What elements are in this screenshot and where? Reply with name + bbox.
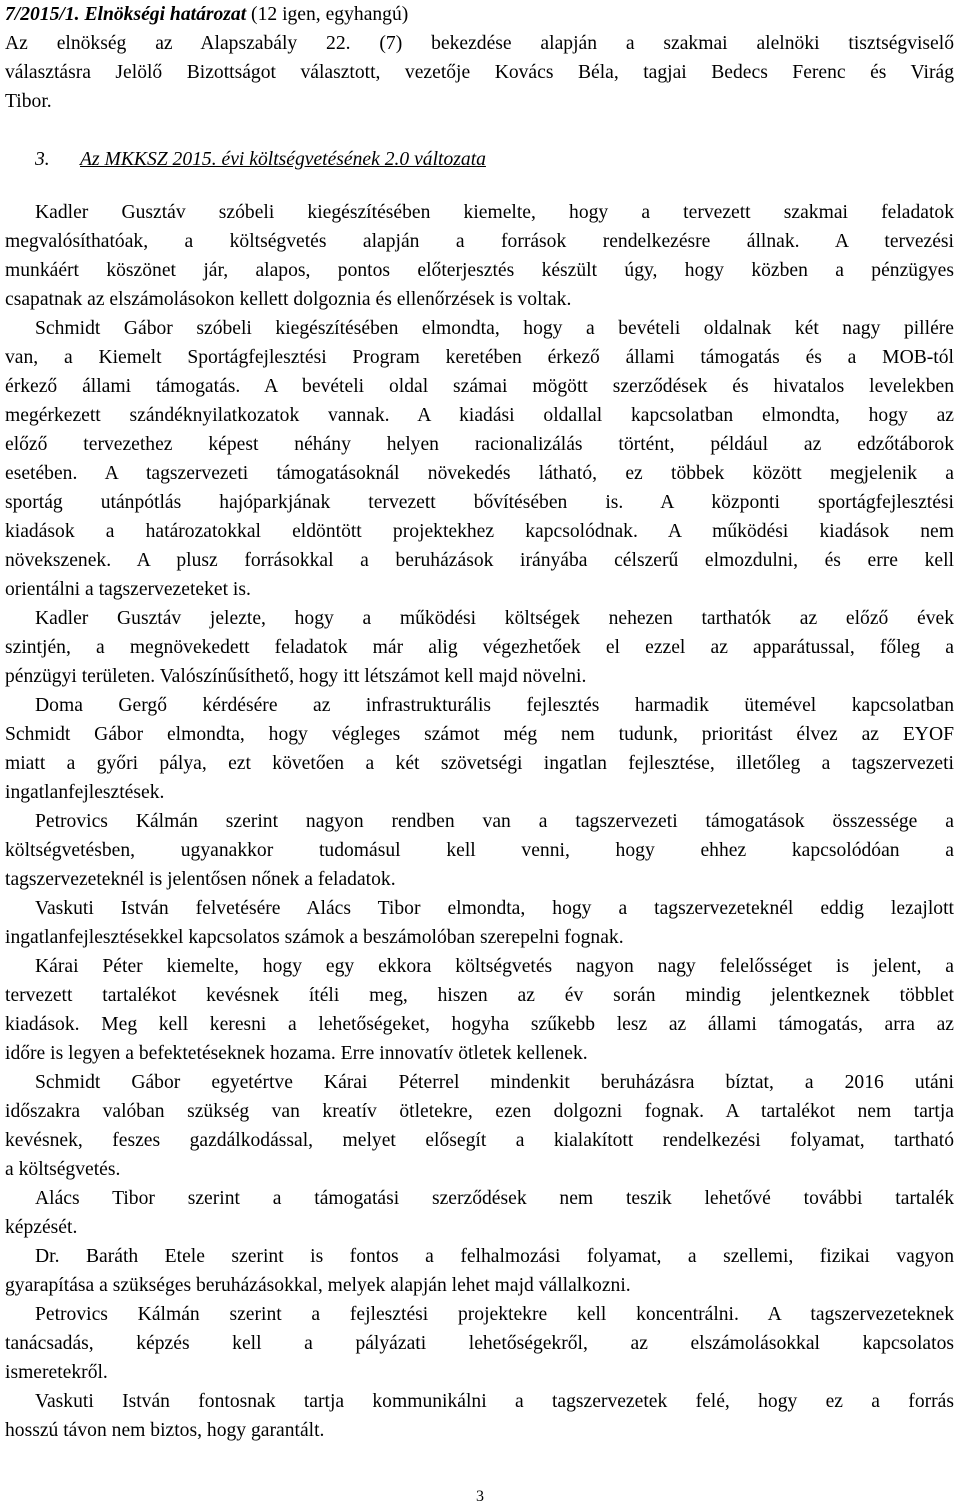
body-line: Petrovics Kálmán szerint a fejlesztési projektekre kell koncentrálni. A tagszervezeteknek <box>35 1304 954 1325</box>
body-line: Petrovics Kálmán szerint nagyon rendben van a tagszervezeti támogatások összessége a <box>35 811 954 832</box>
body-line: időszakra valóban szükség van kreatív ötletekre, ezen dolgozni fognak. A tartalékot nem tartja <box>5 1101 954 1122</box>
body-line: megvalósíthatóak, a költségvetés alapján a források rendelkezésre állnak. A tervezési <box>5 231 954 252</box>
body-line: kevésnek, feszes gazdálkodással, melyet elősegít a kialakított rendelkezési folyamat, tartható <box>5 1130 954 1151</box>
body-line: Vaskuti István felvetésére Alács Tibor elmondta, hogy a tagszervezeteknél eddig lezajlott <box>35 898 954 919</box>
body-line: növekszenek. A plusz forrásokkal a beruházások irányába célszerű elmozdulni, és erre kell <box>5 550 954 571</box>
body-line: Schmidt Gábor egyetértve Kárai Péterrel mindenkit beruházásra bíztat, a 2016 utáni <box>35 1072 954 1093</box>
resolution-line: Az elnökség az Alapszabály 22. (7) bekezdése alapján a szakmai alelnöki tisztségviselő <box>5 33 954 54</box>
body-line: miatt a győri pálya, ezt követően a két szövetségi ingatlan fejlesztése, illetőleg a tagszervezeti <box>5 753 954 774</box>
body-line: ismeretekről. <box>5 1362 108 1383</box>
body-line: érkező állami támogatás. A bevételi oldal számai mögött szerződések és hivatalos levelekben <box>5 376 954 397</box>
body-line: csapatnak az elszámolásokon kellett dolgoznia és ellenőrzések is voltak. <box>5 289 572 310</box>
body-line: pénzügyi területen. Valószínűsíthető, hogy itt létszámot kell majd növelni. <box>5 666 587 687</box>
body-line: sportág utánpótlás hajóparkjának tervezett bővítésében is. A központi sportágfejlesztési <box>5 492 954 513</box>
body-line: tervezett tartalékot kevésnek ítéli meg, hiszen az év során mindig jelentkeznek többlet <box>5 985 954 1006</box>
body-line: Schmidt Gábor szóbeli kiegészítésében elmondta, hogy a bevételi oldalnak két nagy pillére <box>35 318 954 339</box>
body-line: kiadások a határozatokkal eldöntött projektekhez kapcsolódnak. A működési kiadások nem <box>5 521 954 542</box>
resolution-line: választásra Jelölő Bizottságot választott, vezetője Kovács Béla, tagjai Bedecs Ferenc és Virág <box>5 62 954 83</box>
body-line: tagszervezeteknél is jelentősen nőnek a feladatok. <box>5 869 396 890</box>
body-line: megérkezett szándéknyilatkozatok vannak. A kiadási oldallal kapcsolatban elmondta, hogy az <box>5 405 954 426</box>
body-line: Schmidt Gábor elmondta, hogy végleges számot még nem tudunk, prioritást élvez az EYOF <box>5 724 954 745</box>
body-line: Dr. Baráth Etele szerint is fontos a felhalmozási folyamat, a szellemi, fizikai vagyon <box>35 1246 954 1267</box>
body-line: Doma Gergő kérdésére az infrastrukturális fejlesztés harmadik ütemével kapcsolatban <box>35 695 954 716</box>
body-line: költségvetésben, ugyanakkor tudomásul kell venni, hogy ehhez kapcsolódóan a <box>5 840 954 861</box>
body-line: időre is legyen a befektetéseknek hozama. Erre innovatív ötletek kellenek. <box>5 1043 588 1064</box>
resolution-vote: (12 igen, egyhangú) <box>246 4 409 25</box>
resolution-header <box>5 0 954 29</box>
body-line: előző tervezethez képest néhány helyen racionalizálás történt, például az edzőtáborok <box>5 434 954 455</box>
resolution-id: 7/2015/1. Elnökségi határozat <box>5 4 247 25</box>
body-line: ingatlanfejlesztésekkel kapcsolatos számok a beszámolóban szerepelni fognak. <box>5 927 624 948</box>
body-line: Kadler Gusztáv jelezte, hogy a működési költségek nehezen tarthatók az előző évek <box>35 608 954 629</box>
page-number: 3 <box>476 1488 484 1505</box>
body-line: a költségvetés. <box>5 1159 121 1180</box>
body-line: Vaskuti István fontosnak tartja kommunikálni a tagszervezetek felé, hogy ez a forrás <box>35 1391 954 1412</box>
body-line: ingatlanfejlesztések. <box>5 782 165 803</box>
body-line: Kadler Gusztáv szóbeli kiegészítésében kiemelte, hogy a tervezett szakmai feladatok <box>35 202 954 223</box>
body-line: Alács Tibor szerint a támogatási szerződések nem teszik lehetővé további tartalék <box>35 1188 954 1209</box>
body-line: esetében. A tagszervezeti támogatásoknál növekedés látható, ez többek között megjelenik a <box>5 463 954 484</box>
resolution-line: Tibor. <box>5 91 52 112</box>
agenda-heading <box>35 145 954 174</box>
body-line: munkáért köszönet jár, alapos, pontos előterjesztés készült úgy, hogy közben a pénzügyes <box>5 260 954 281</box>
agenda-number: 3. <box>35 149 50 170</box>
body-line: orientálni a tagszervezeteket is. <box>5 579 251 600</box>
body-line: hosszú távon nem biztos, hogy garantált. <box>5 1420 325 1441</box>
body-line: képzését. <box>5 1217 78 1238</box>
body-line: szintjén, a megnövekedett feladatok már alig végezhetőek el ezzel az apparátussal, főleg a <box>5 637 954 658</box>
body-line: Kárai Péter kiemelte, hogy egy ekkora költségvetés nagyon nagy felelősséget is jelent, a <box>35 956 954 977</box>
body-line: kiadások. Meg kell keresni a lehetőségeket, hogyha szűkebb lesz az állami támogatás, arra az <box>5 1014 954 1035</box>
agenda-title: Az MKKSZ 2015. évi költségvetésének 2.0 változata <box>80 149 486 170</box>
body-line: tanácsadás, képzés kell a pályázati lehetőségekről, az elszámolásokkal kapcsolatos <box>5 1333 954 1354</box>
body-line: van, a Kiemelt Sportágfejlesztési Program keretében érkező állami támogatás és a MOB-tól <box>5 347 954 368</box>
body-line: gyarapítása a szükséges beruházásokkal, melyek alapján lehet majd vállalkozni. <box>5 1275 631 1296</box>
